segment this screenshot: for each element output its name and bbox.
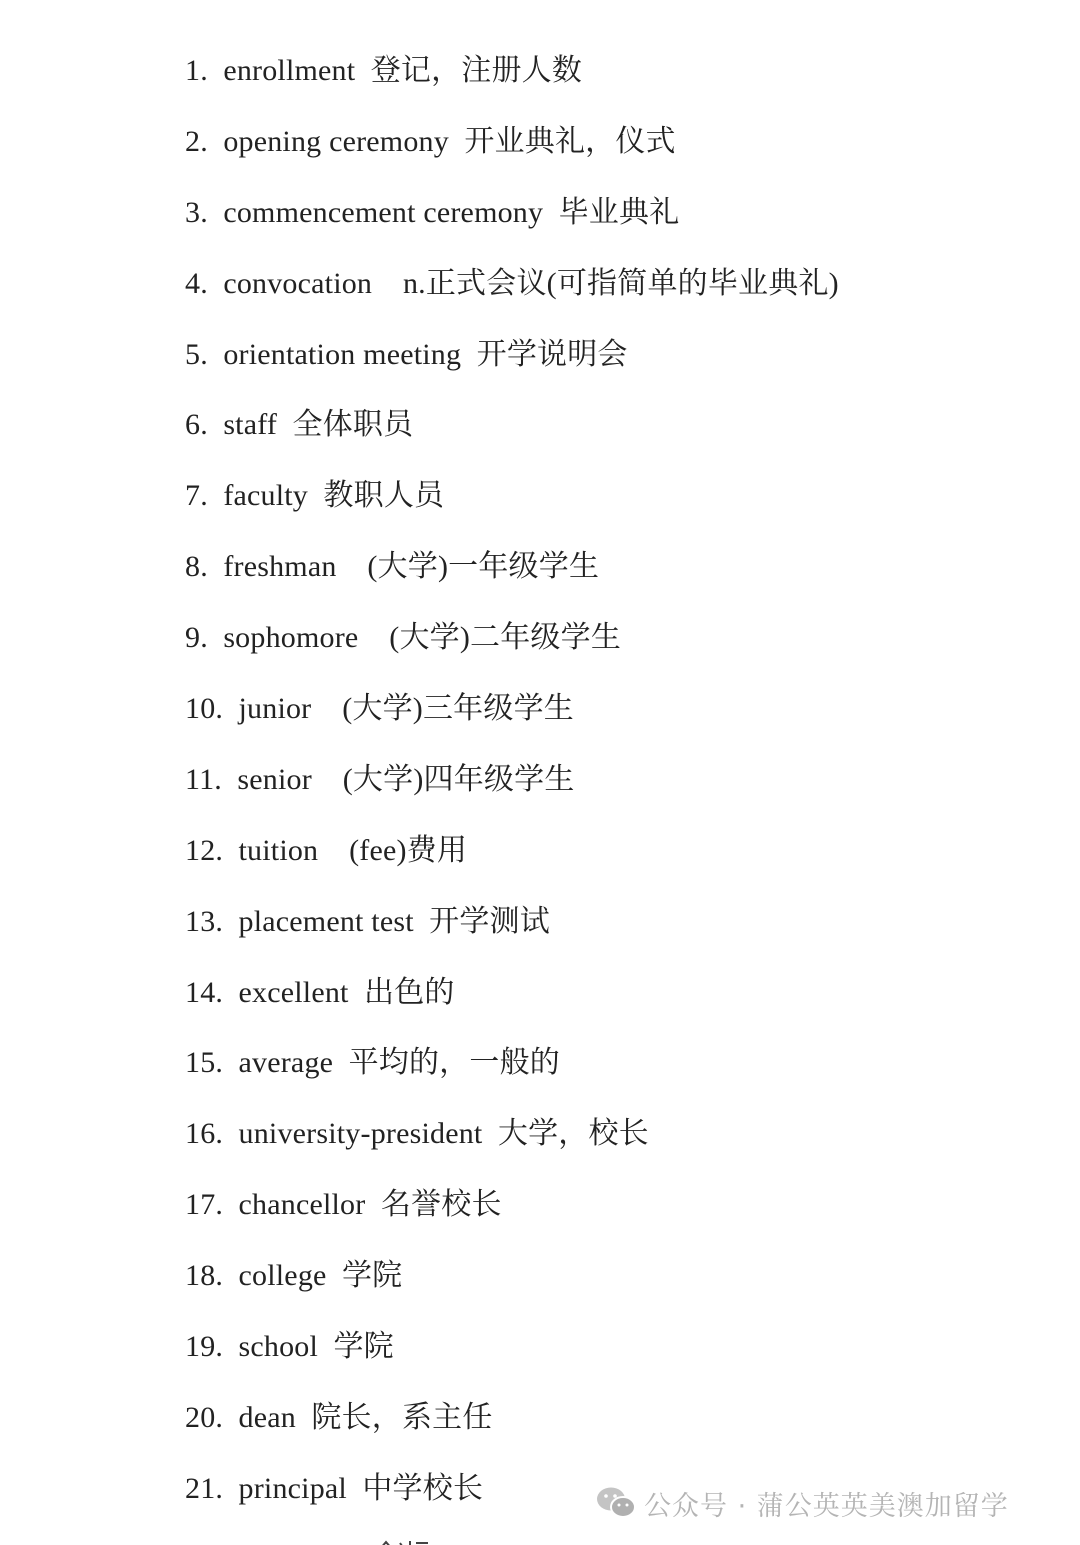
- term-separator: [318, 1330, 333, 1363]
- chinese-meaning: 全体职员: [292, 408, 414, 442]
- english-term: enrollment: [223, 54, 356, 87]
- vocab-item: [185, 330, 839, 401]
- term-separator: [414, 905, 429, 938]
- term-separator: [355, 54, 370, 87]
- number-gap: [223, 1330, 238, 1363]
- number-gap: [208, 54, 223, 87]
- english-term: freshman: [223, 550, 337, 584]
- english-term: sophomore: [223, 621, 359, 655]
- item-number: 2.: [185, 124, 208, 158]
- item-number: 19.: [185, 1330, 224, 1364]
- vocab-item: [185, 1322, 839, 1393]
- english-term: tuition: [238, 833, 319, 867]
- number-gap: [223, 1401, 238, 1434]
- term-separator: [482, 1117, 497, 1150]
- number-gap: [223, 692, 238, 725]
- chinese-meaning: 平均的，一般的: [348, 1046, 560, 1080]
- chinese-meaning: 学院: [333, 1330, 394, 1364]
- watermark-text: 公众号 · 蒲公英英美澳加留学: [644, 1490, 1009, 1522]
- item-number: 20.: [185, 1400, 224, 1434]
- item-number: 21.: [185, 1471, 224, 1505]
- item-number: 15.: [185, 1046, 224, 1080]
- vocab-item: [185, 188, 839, 259]
- chinese-meaning: 登记，注册人数: [370, 54, 583, 87]
- vocab-item: [185, 542, 839, 613]
- vocab-item: [185, 46, 839, 117]
- item-number: 17.: [185, 1188, 224, 1222]
- vocab-item: [185, 1109, 839, 1180]
- item-number: 16.: [185, 1117, 224, 1151]
- vocab-item: [185, 117, 839, 188]
- number-gap: [208, 408, 223, 441]
- term-separator: [372, 267, 403, 300]
- vocab-item: [185, 968, 839, 1039]
- number-gap: [208, 125, 223, 158]
- term-separator: [337, 550, 368, 583]
- chinese-meaning: 名誉校长: [380, 1188, 502, 1222]
- number-gap: [208, 621, 223, 654]
- english-term: college: [238, 1259, 327, 1293]
- vocab-item: [185, 259, 839, 330]
- vocab-item: [185, 826, 839, 897]
- term-separator: [333, 1046, 348, 1079]
- english-term: dean: [238, 1400, 296, 1434]
- vocab-item: [185, 755, 839, 826]
- number-gap: [223, 905, 238, 938]
- vocab-item: [185, 684, 839, 755]
- chinese-meaning: 中学校长: [362, 1471, 484, 1505]
- english-term: faculty: [223, 479, 309, 513]
- chinese-meaning: 教职人员: [323, 479, 445, 513]
- vocab-item: [185, 1393, 839, 1464]
- wechat-icon: [596, 1486, 636, 1520]
- number-gap: [223, 1046, 238, 1079]
- number-gap: [208, 479, 223, 512]
- term-separator: [312, 763, 343, 796]
- cut-off-next-line: [376, 1536, 436, 1545]
- english-term: junior: [238, 692, 312, 726]
- english-term: staff: [223, 408, 278, 442]
- number-gap: [208, 550, 223, 583]
- term-separator: [311, 692, 342, 725]
- number-gap: [223, 1472, 238, 1505]
- vocab-item: [185, 1251, 839, 1322]
- chinese-meaning: 学院: [341, 1259, 403, 1293]
- number-gap: [208, 196, 223, 229]
- chinese-meaning: (大学)二年级学生: [389, 621, 622, 655]
- english-term: commencement ceremony: [223, 195, 544, 229]
- vocab-item: [185, 471, 839, 542]
- term-separator: [461, 338, 476, 371]
- term-separator: [365, 1188, 380, 1221]
- chinese-meaning: (fee)费用: [349, 833, 468, 867]
- watermark: [596, 1480, 1009, 1526]
- english-term: average: [238, 1046, 334, 1080]
- english-term: opening ceremony: [223, 124, 449, 158]
- item-number: 4.: [185, 266, 208, 300]
- number-gap: [208, 267, 223, 300]
- item-number: 11.: [185, 762, 222, 796]
- term-separator: [358, 621, 389, 654]
- item-number: 6.: [185, 408, 208, 442]
- english-term: orientation meeting: [223, 337, 462, 371]
- chinese-meaning: (大学)一年级学生: [367, 550, 600, 584]
- term-separator: [277, 408, 292, 441]
- term-separator: [296, 1401, 311, 1434]
- chinese-meaning: 出色的: [364, 975, 455, 1009]
- english-term: convocation: [223, 266, 373, 300]
- term-separator: [449, 125, 464, 158]
- item-number: 9.: [185, 621, 208, 655]
- term-separator: [347, 1472, 362, 1505]
- chinese-meaning: 院长，系主任: [311, 1400, 493, 1434]
- item-number: 13.: [185, 904, 224, 938]
- term-separator: [308, 479, 323, 512]
- vocab-item: [185, 1038, 839, 1109]
- vocab-list: [185, 46, 839, 1535]
- term-separator: [318, 834, 349, 867]
- vocab-item: [185, 613, 839, 684]
- number-gap: [222, 763, 237, 796]
- number-gap: [223, 1259, 238, 1292]
- number-gap: [223, 834, 238, 867]
- english-term: senior: [237, 762, 312, 796]
- chinese-meaning: (大学)三年级学生: [342, 692, 574, 726]
- term-separator: [327, 1259, 342, 1292]
- english-term: chancellor: [238, 1188, 366, 1222]
- item-number: 1.: [185, 54, 208, 87]
- english-term: university-president: [238, 1117, 483, 1151]
- chinese-meaning: 开学测试: [429, 904, 550, 938]
- number-gap: [223, 1188, 238, 1221]
- chinese-meaning: n.正式会议(可指简单的毕业典礼): [402, 266, 839, 300]
- chinese-meaning: 开业典礼，仪式: [464, 124, 676, 158]
- term-separator: [349, 976, 364, 1009]
- number-gap: [223, 976, 238, 1009]
- chinese-meaning: 毕业典礼: [558, 195, 680, 229]
- chinese-meaning: (大学)四年级学生: [342, 762, 575, 796]
- number-gap: [223, 1117, 238, 1150]
- english-term: school: [238, 1330, 319, 1364]
- item-number: 12.: [185, 833, 224, 867]
- vocab-item: [185, 400, 839, 471]
- item-number: 5.: [185, 337, 208, 371]
- chinese-meaning: 开学说明会: [476, 337, 628, 371]
- chinese-meaning: 大学，校长: [497, 1117, 649, 1151]
- english-term: excellent: [238, 975, 349, 1009]
- term-separator: [543, 196, 558, 229]
- item-number: 18.: [185, 1259, 224, 1293]
- english-term: principal: [238, 1471, 347, 1505]
- item-number: 3.: [185, 195, 208, 229]
- english-term: placement test: [238, 904, 414, 938]
- item-number: 8.: [185, 550, 208, 584]
- vocab-item: [185, 1180, 839, 1251]
- item-number: 14.: [185, 975, 224, 1009]
- item-number: 10.: [185, 692, 224, 726]
- vocab-item: [185, 897, 839, 968]
- item-number: 7.: [185, 479, 208, 513]
- number-gap: [208, 338, 223, 371]
